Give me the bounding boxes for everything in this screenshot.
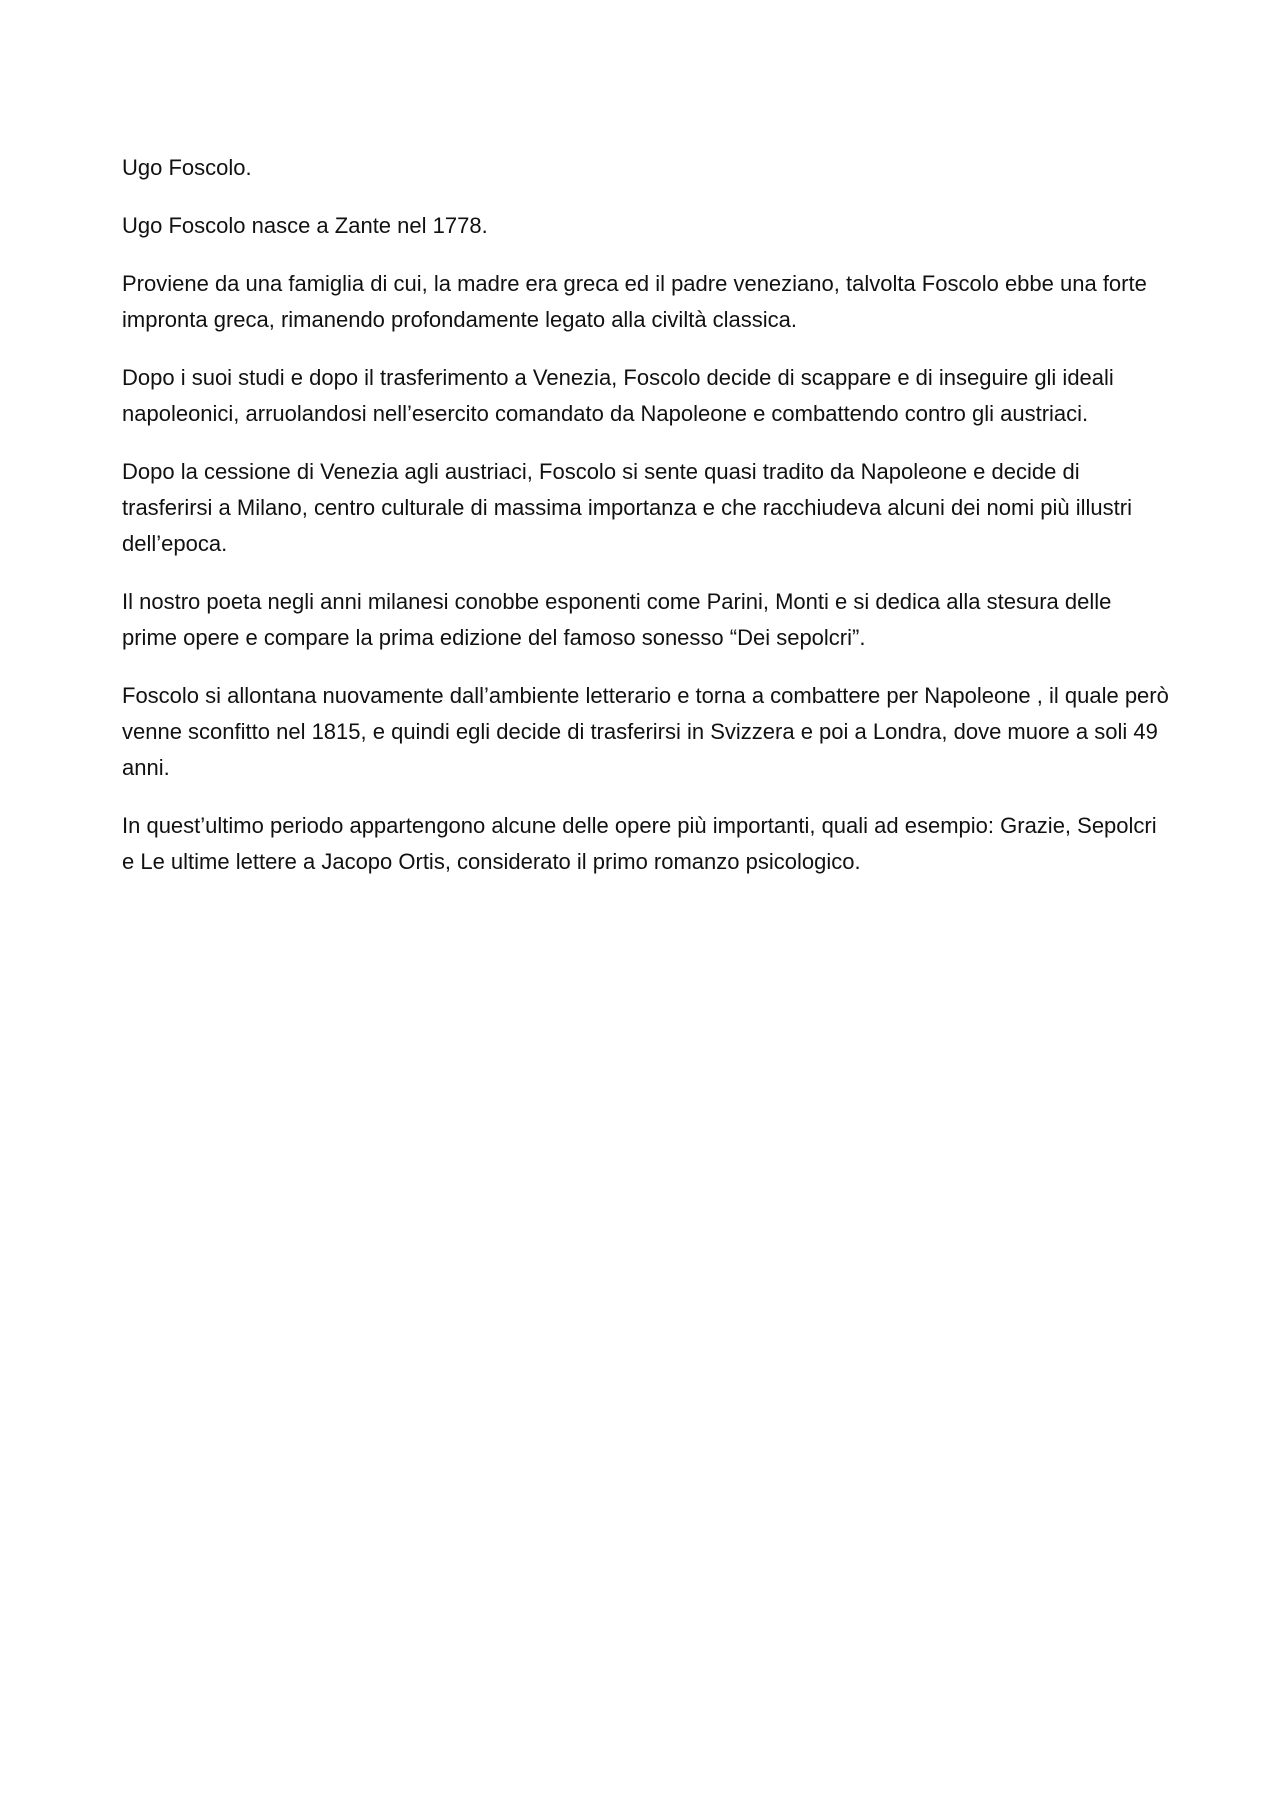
paragraph: Dopo i suoi studi e dopo il trasferimento a Venezia, Foscolo decide di scappare e di inseguire gli ideali napoleonici, arruolandosi nell’esercito comandato da Napoleone e combattendo contro gli austriaci. bbox=[122, 365, 1114, 426]
paragraph: Dopo la cessione di Venezia agli austriaci, Foscolo si sente quasi tradito da Napoleone e decide di trasferirsi a Milano, centro culturale di massima importanza e che racchiudeva alcuni dei nomi più illustri dell’epoca. bbox=[122, 459, 1132, 556]
paragraph: In quest’ultimo periodo appartengono alcune delle opere più importanti, quali ad esempio: Grazie, Sepolcri e Le ultime lettere a Jacopo Ortis, considerato il primo romanzo psicologico. bbox=[122, 813, 1157, 874]
paragraph: Il nostro poeta negli anni milanesi conobbe esponenti come Parini, Monti e si dedica alla stesura delle prime opere e compare la prima edizione del famoso sonesso “Dei sepolcri”. bbox=[122, 589, 1112, 650]
paragraph: Proviene da una famiglia di cui, la madre era greca ed il padre veneziano, talvolta Foscolo ebbe una forte impronta greca, rimanendo profondamente legato alla civiltà classica. bbox=[122, 271, 1147, 332]
document-body bbox=[122, 150, 1172, 902]
document-title: Ugo Foscolo. bbox=[122, 155, 252, 180]
paragraph: Foscolo si allontana nuovamente dall’ambiente letterario e torna a combattere per Napoleone , il quale però venne sconfitto nel 1815, e quindi egli decide di trasferirsi in Svizzera e poi a Londra, dove muore a soli 49 anni. bbox=[122, 683, 1169, 780]
paragraph: Ugo Foscolo nasce a Zante nel 1778. bbox=[122, 213, 488, 238]
